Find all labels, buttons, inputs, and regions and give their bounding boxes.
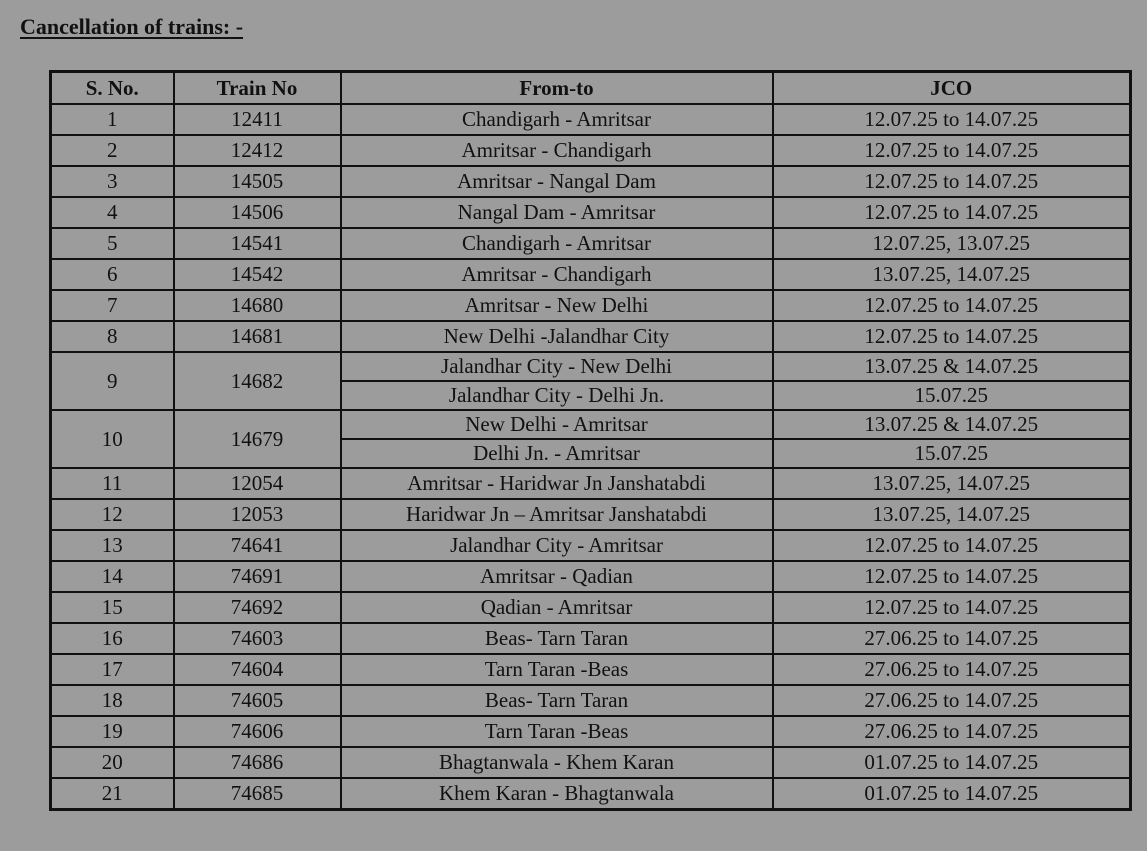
jco-cell: 13.07.25, 14.07.25: [773, 468, 1131, 499]
train-no-cell: 74641: [174, 530, 341, 561]
sno-cell: 7: [51, 290, 174, 321]
route-cell: New Delhi -Jalandhar City: [341, 321, 773, 352]
train-no-cell: 74605: [174, 685, 341, 716]
table-row: [51, 290, 1131, 321]
jco-cell: 13.07.25 & 14.07.25: [773, 410, 1131, 439]
table-row: [51, 778, 1131, 810]
sno-cell: 8: [51, 321, 174, 352]
table-row: [51, 530, 1131, 561]
route-cell: New Delhi - Amritsar: [341, 410, 773, 439]
route-cell: Qadian - Amritsar: [341, 592, 773, 623]
train-no-cell: 14681: [174, 321, 341, 352]
table-row: [51, 410, 1131, 439]
sno-cell: 15: [51, 592, 174, 623]
train-no-cell: 12054: [174, 468, 341, 499]
table-row: [51, 135, 1131, 166]
sno-cell: 5: [51, 228, 174, 259]
sno-cell: 13: [51, 530, 174, 561]
page-title: Cancellation of trains: -: [20, 14, 244, 39]
sno-cell: 14: [51, 561, 174, 592]
jco-cell: 27.06.25 to 14.07.25: [773, 716, 1131, 747]
route-cell: Amritsar - Nangal Dam: [341, 166, 773, 197]
train-no-cell: 74686: [174, 747, 341, 778]
jco-cell: 12.07.25 to 14.07.25: [773, 321, 1131, 352]
cancellation-table: [49, 70, 1132, 811]
sno-cell: 10: [51, 410, 174, 468]
route-cell: Jalandhar City - Delhi Jn.: [341, 381, 773, 410]
jco-cell: 12.07.25 to 14.07.25: [773, 290, 1131, 321]
table-row: [51, 654, 1131, 685]
jco-cell: 13.07.25, 14.07.25: [773, 259, 1131, 290]
train-no-cell: 14506: [174, 197, 341, 228]
train-no-cell: 12053: [174, 499, 341, 530]
sno-cell: 6: [51, 259, 174, 290]
column-header-from-to: From-to: [341, 72, 773, 105]
route-cell: Chandigarh - Amritsar: [341, 104, 773, 135]
jco-cell: 12.07.25 to 14.07.25: [773, 592, 1131, 623]
route-cell: Khem Karan - Bhagtanwala: [341, 778, 773, 810]
train-no-cell: 14682: [174, 352, 341, 410]
train-no-cell: 74685: [174, 778, 341, 810]
route-cell: Tarn Taran -Beas: [341, 654, 773, 685]
sno-cell: 18: [51, 685, 174, 716]
route-cell: Haridwar Jn – Amritsar Janshatabdi: [341, 499, 773, 530]
jco-cell: 12.07.25 to 14.07.25: [773, 135, 1131, 166]
table-row: [51, 499, 1131, 530]
sno-cell: 9: [51, 352, 174, 410]
train-no-cell: 14505: [174, 166, 341, 197]
column-header-sno: S. No.: [51, 72, 174, 105]
route-cell: Beas- Tarn Taran: [341, 623, 773, 654]
sno-cell: 19: [51, 716, 174, 747]
column-header-train-no: Train No: [174, 72, 341, 105]
sno-cell: 1: [51, 104, 174, 135]
route-cell: Amritsar - New Delhi: [341, 290, 773, 321]
train-no-cell: 74604: [174, 654, 341, 685]
jco-cell: 12.07.25 to 14.07.25: [773, 197, 1131, 228]
route-cell: Amritsar - Qadian: [341, 561, 773, 592]
table-row: [51, 228, 1131, 259]
sno-cell: 21: [51, 778, 174, 810]
train-no-cell: 74692: [174, 592, 341, 623]
train-no-cell: 74603: [174, 623, 341, 654]
table-row: [51, 747, 1131, 778]
route-cell: Delhi Jn. - Amritsar: [341, 439, 773, 468]
table-row: [51, 321, 1131, 352]
sno-cell: 17: [51, 654, 174, 685]
sno-cell: 16: [51, 623, 174, 654]
route-cell: Jalandhar City - Amritsar: [341, 530, 773, 561]
route-cell: Tarn Taran -Beas: [341, 716, 773, 747]
table-row: [51, 104, 1131, 135]
jco-cell: 12.07.25, 13.07.25: [773, 228, 1131, 259]
sno-cell: 11: [51, 468, 174, 499]
jco-cell: 13.07.25, 14.07.25: [773, 499, 1131, 530]
train-no-cell: 12411: [174, 104, 341, 135]
sno-cell: 2: [51, 135, 174, 166]
sno-cell: 3: [51, 166, 174, 197]
train-no-cell: 14541: [174, 228, 341, 259]
route-cell: Bhagtanwala - Khem Karan: [341, 747, 773, 778]
jco-cell: 01.07.25 to 14.07.25: [773, 747, 1131, 778]
table-row: [51, 166, 1131, 197]
jco-cell: 12.07.25 to 14.07.25: [773, 530, 1131, 561]
table-row: [51, 259, 1131, 290]
jco-cell: 01.07.25 to 14.07.25: [773, 778, 1131, 810]
jco-cell: 12.07.25 to 14.07.25: [773, 104, 1131, 135]
route-cell: Jalandhar City - New Delhi: [341, 352, 773, 381]
jco-cell: 15.07.25: [773, 381, 1131, 410]
table-row: [51, 716, 1131, 747]
sno-cell: 12: [51, 499, 174, 530]
jco-cell: 27.06.25 to 14.07.25: [773, 623, 1131, 654]
table-row: [51, 685, 1131, 716]
route-cell: Chandigarh - Amritsar: [341, 228, 773, 259]
jco-cell: 12.07.25 to 14.07.25: [773, 166, 1131, 197]
train-no-cell: 14542: [174, 259, 341, 290]
train-no-cell: 14680: [174, 290, 341, 321]
route-cell: Nangal Dam - Amritsar: [341, 197, 773, 228]
train-no-cell: 14679: [174, 410, 341, 468]
sno-cell: 20: [51, 747, 174, 778]
table-row: [51, 561, 1131, 592]
jco-cell: 15.07.25: [773, 439, 1131, 468]
table-row: [51, 468, 1131, 499]
jco-cell: 12.07.25 to 14.07.25: [773, 561, 1131, 592]
jco-cell: 13.07.25 & 14.07.25: [773, 352, 1131, 381]
table-header-row: [51, 72, 1131, 105]
route-cell: Amritsar - Haridwar Jn Janshatabdi: [341, 468, 773, 499]
table-row: [51, 592, 1131, 623]
table-body: [51, 104, 1131, 810]
route-cell: Amritsar - Chandigarh: [341, 259, 773, 290]
column-header-jco: JCO: [773, 72, 1131, 105]
sno-cell: 4: [51, 197, 174, 228]
jco-cell: 27.06.25 to 14.07.25: [773, 654, 1131, 685]
train-no-cell: 74691: [174, 561, 341, 592]
train-no-cell: 12412: [174, 135, 341, 166]
table-row: [51, 197, 1131, 228]
train-no-cell: 74606: [174, 716, 341, 747]
route-cell: Amritsar - Chandigarh: [341, 135, 773, 166]
jco-cell: 27.06.25 to 14.07.25: [773, 685, 1131, 716]
table-row: [51, 352, 1131, 381]
route-cell: Beas- Tarn Taran: [341, 685, 773, 716]
table-row: [51, 623, 1131, 654]
